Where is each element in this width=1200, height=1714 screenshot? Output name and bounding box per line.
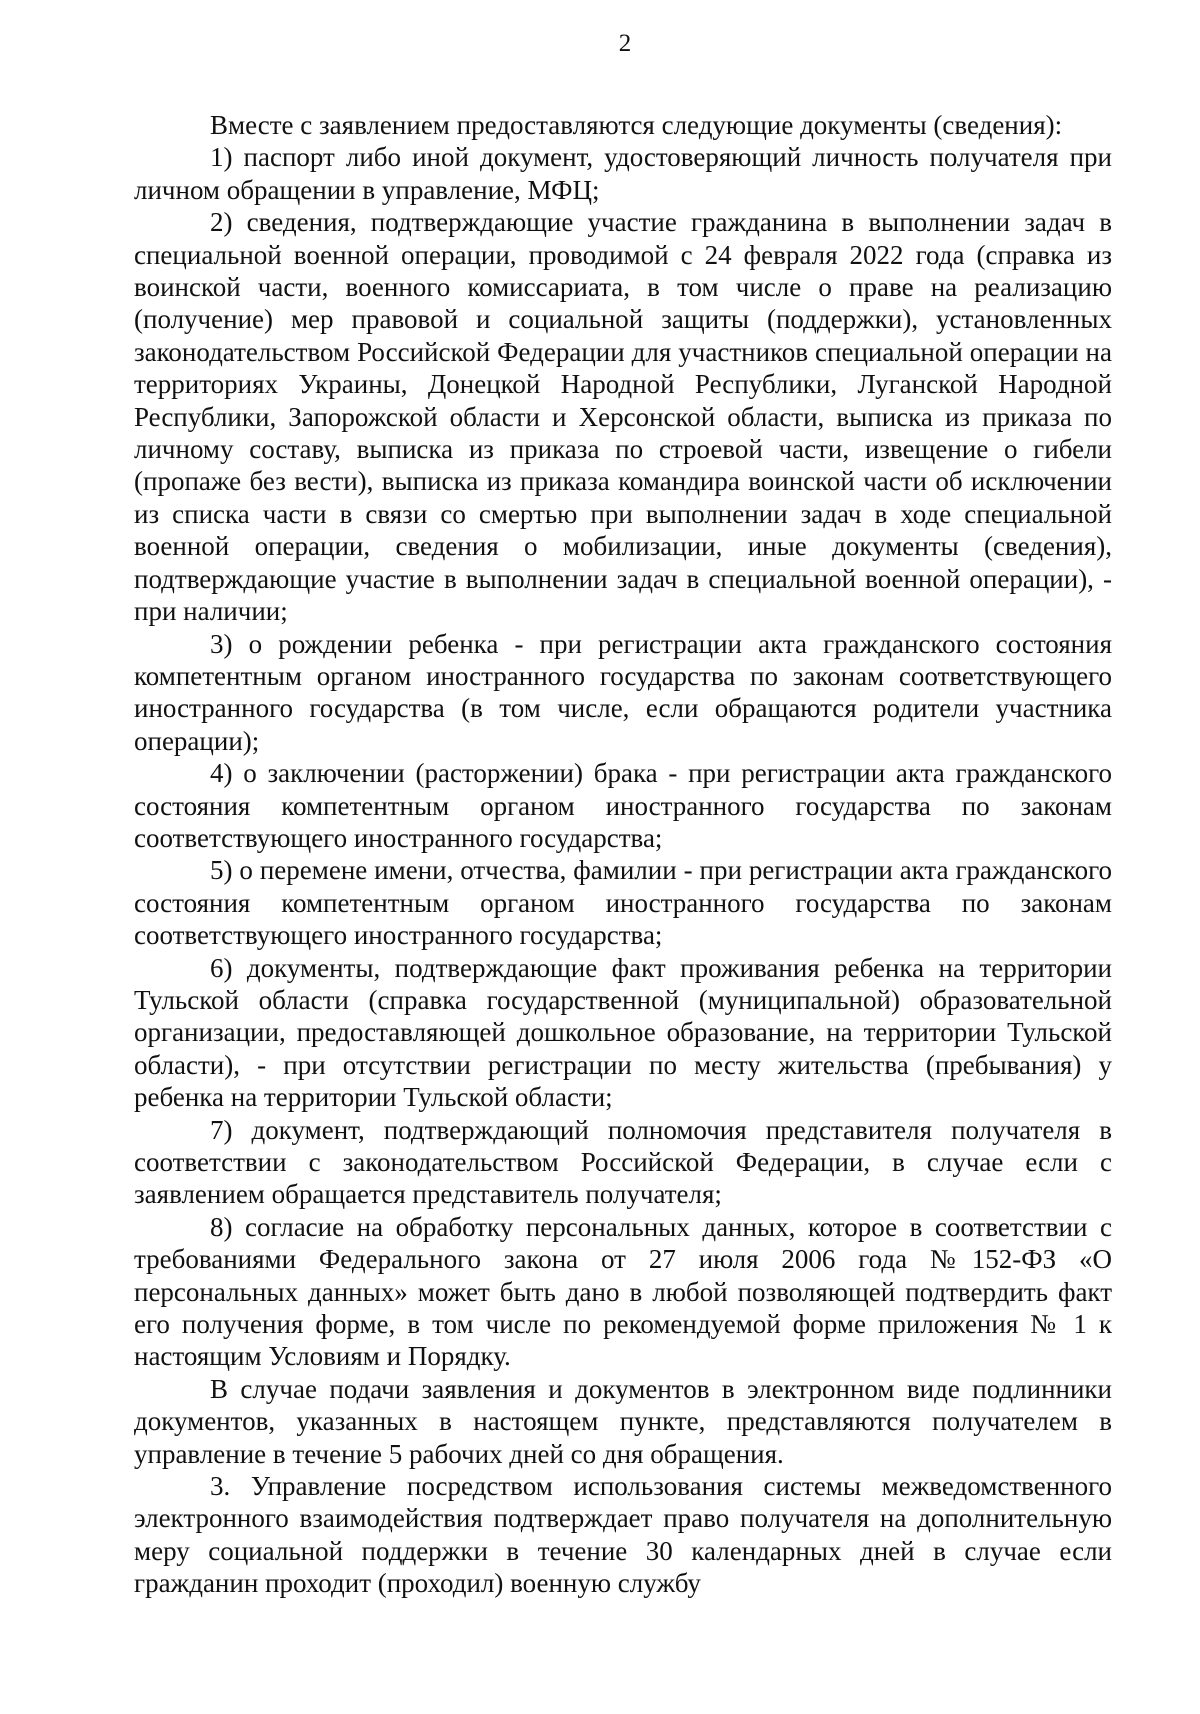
paragraph-item-7: 7) документ, подтверждающий полномочия представителя получателя в соответствии с законодательством Российской Федерации, в случае если с заявлением обращается представитель получателя; xyxy=(134,1114,1112,1210)
paragraph-electronic-submission: В случае подачи заявления и документов в электронном виде подлинники документов, указанных в настоящем пункте, представляются получателем в управление в течение 5 рабочих дней со дня обращения. xyxy=(134,1373,1112,1469)
paragraph-item-6: 6) документы, подтверждающие факт проживания ребенка на территории Тульской области (справка государственной (муниципальной) образовательной организации, предоставляющей дошкольное образование, на территории Тульской области), - при отсутствии регистрации по месту жительства (пребывания) у ребенка на территории Тульской области; xyxy=(134,952,1112,1113)
paragraph-item-3: 3) о рождении ребенка - при регистрации акта гражданского состояния компетентным органом иностранного государства по законам соответствующего иностранного государства (в том числе, если обращаются родители участника операции); xyxy=(134,628,1112,756)
document-body xyxy=(134,109,1112,1600)
paragraph-item-1: 1) паспорт либо иной документ, удостоверяющий личность получателя при личном обращении в управление, МФЦ; xyxy=(134,142,1112,205)
paragraph-item-4: 4) о заключении (расторжении) брака - при регистрации акта гражданского состояния компетентным органом иностранного государства по законам соответствующего иностранного государства; xyxy=(134,758,1112,853)
paragraph-section-3: 3. Управление посредством использования системы межведомственного электронного взаимодействия подтверждает право получателя на дополнительную меру социальной поддержки в течение 30 календарных дней в случае если гражданин проходит (проходил) военную службу xyxy=(134,1471,1112,1599)
paragraph-item-2: 2) сведения, подтверждающие участие гражданина в выполнении задач в специальной военной операции, проводимой с 24 февраля 2022 года (справка из воинской части, военного комиссариата, в том числе о праве на реализацию (получение) мер правовой и социальной защиты (поддержки), установленных законодательством Российской Федерации для участников специальной операции на территориях Украины, Донецкой Народной Республики, Луганской Народной Республики, Запорожской области и Херсонской области, выписка из приказа по личному составу, выписка из приказа по строевой части, извещение о гибели (пропаже без вести), выписка из приказа командира воинской части об исключении из списка части в связи со смертью при выполнении задач в ходе специальной военной операции, сведения о мобилизации, иные документы (сведения), подтверждающие участие в выполнении задач в специальной военной операции), - при наличии; xyxy=(134,207,1112,627)
page-number: 2 xyxy=(618,30,632,57)
paragraph-item-5: 5) о перемене имени, отчества, фамилии - при регистрации акта гражданского состояния компетентным органом иностранного государства по законам соответствующего иностранного государства; xyxy=(134,855,1112,951)
paragraph-item-8: 8) согласие на обработку персональных данных, которое в соответствии с требованиями Федерального закона от 27 июля 2006 года №152-ФЗ «О персональных данных» может быть дано в любой позволяющей подтвердить факт его получения форме, в том числе по рекомендуемой форме приложения № 1 к настоящим Условиям и Порядку. xyxy=(134,1211,1112,1372)
paragraph-intro: Вместе с заявлением предоставляются следующие документы (сведения): xyxy=(210,110,1063,140)
